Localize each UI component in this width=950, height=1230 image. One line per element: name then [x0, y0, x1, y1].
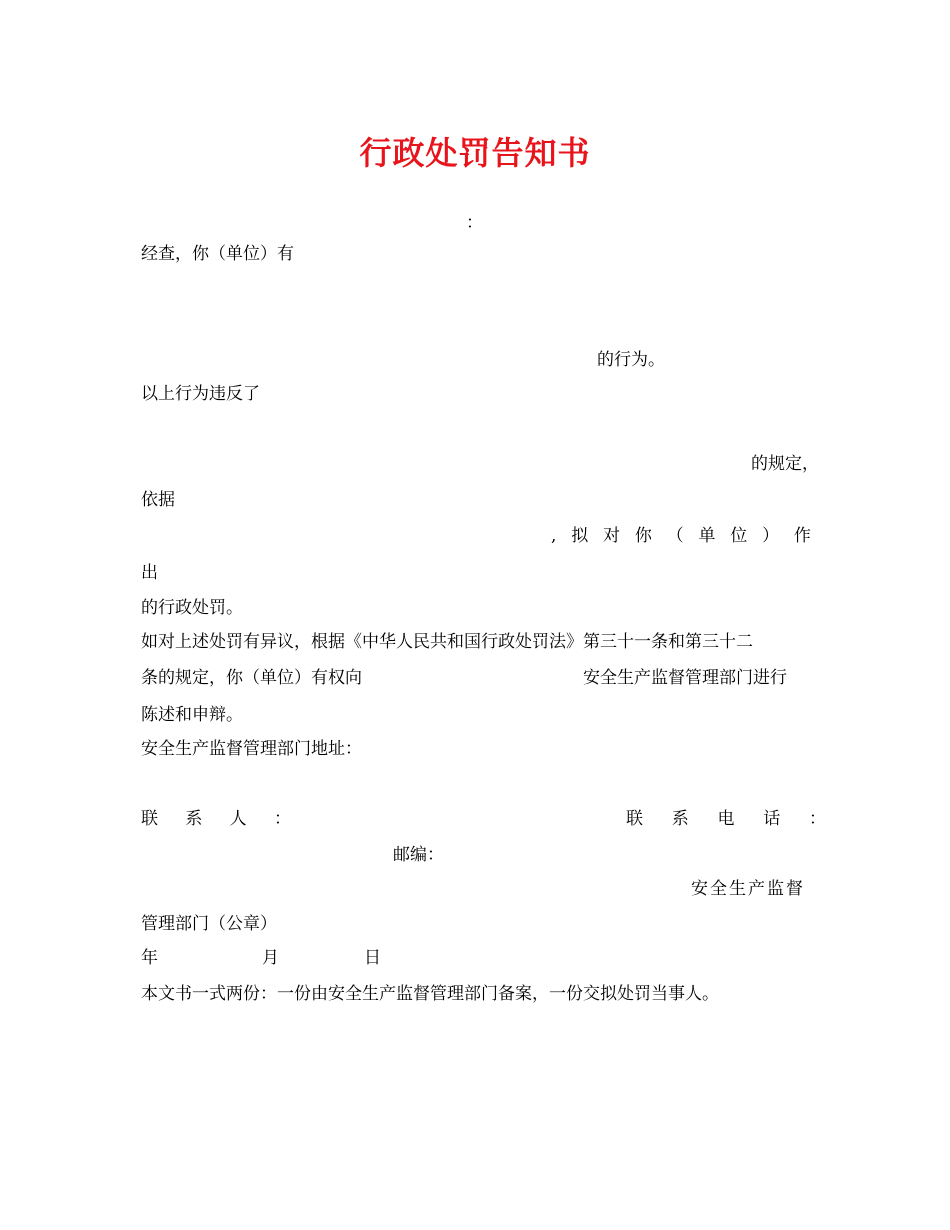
- label-char: ：: [273, 809, 291, 829]
- label-char: 电: [717, 809, 735, 829]
- spread-char: 单: [698, 526, 716, 546]
- paragraph-3-continue: 出: [141, 563, 158, 583]
- contact-phone-label: [626, 808, 826, 830]
- label-char: 话: [763, 809, 781, 829]
- document-title: 行政处罚告知书: [359, 134, 591, 172]
- label-char: 联: [141, 809, 158, 829]
- paragraph-4-line-3: 陈述和申辩。: [141, 705, 243, 725]
- label-char: 人: [229, 809, 247, 829]
- paragraph-1-end: 的行为。: [597, 350, 665, 370]
- contact-person-label: [141, 808, 291, 830]
- seal-line-1: 安全生产监督: [691, 879, 805, 899]
- seal-line-2: 管理部门（公章）: [141, 914, 277, 934]
- spread-char: （: [666, 526, 684, 546]
- paragraph-4-line-2-left: 条的规定，你（单位）有权向: [141, 668, 362, 688]
- date-month: 月: [262, 948, 279, 968]
- postcode-label: 邮编：: [393, 845, 444, 865]
- paragraph-2-end: 的规定，: [751, 454, 819, 474]
- paragraph-1-start: 经查，你（单位）有: [141, 244, 294, 264]
- address-label: 安全生产监督管理部门地址：: [141, 739, 362, 759]
- spread-char: 对: [603, 526, 621, 546]
- spread-char: 位: [730, 526, 748, 546]
- paragraph-2-start: 以上行为违反了: [141, 384, 260, 404]
- footer-note: 本文书一式两份：一份由安全生产监督管理部门备案，一份交拟处罚当事人。: [141, 984, 719, 1004]
- paragraph-4-line-2-right: 安全生产监督管理部门进行: [583, 668, 787, 688]
- paragraph-3-spread-line: [551, 525, 811, 547]
- label-char: 系: [671, 809, 689, 829]
- spread-char: 拟: [571, 526, 589, 546]
- recipient-colon: ：: [466, 213, 483, 233]
- spread-char: ,: [551, 526, 557, 546]
- paragraph-3-start: 依据: [141, 490, 175, 510]
- spread-char: 你: [634, 526, 652, 546]
- label-char: ：: [809, 809, 826, 829]
- spread-char: ）: [762, 526, 780, 546]
- paragraph-3-end: 的行政处罚。: [141, 598, 243, 618]
- date-year: 年: [141, 948, 158, 968]
- label-char: 联: [626, 809, 643, 829]
- date-day: 日: [364, 948, 381, 968]
- label-char: 系: [185, 809, 203, 829]
- paragraph-4-line-1: 如对上述处罚有异议，根据《中华人民共和国行政处罚法》第三十一条和第三十二: [141, 632, 753, 652]
- spread-char: 作: [793, 526, 811, 546]
